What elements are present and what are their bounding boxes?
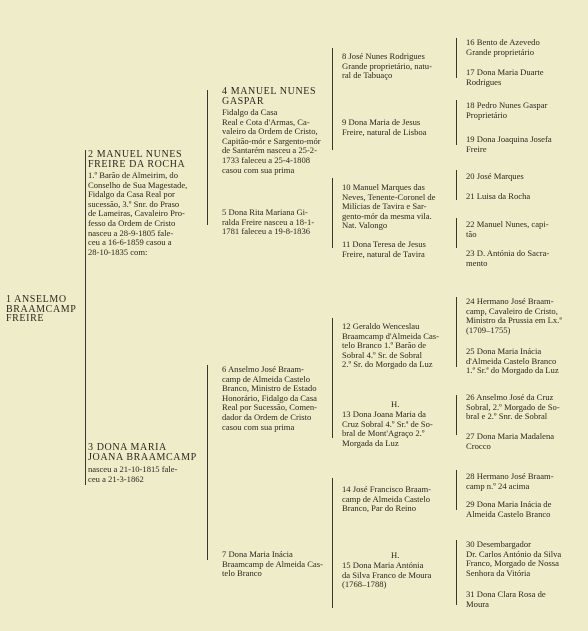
person-17: 17 Dona Maria Duarte Rodrigues bbox=[466, 67, 544, 87]
person-31: 31 Dona Clara Rosa de Moura bbox=[466, 589, 546, 609]
person-13: 13 Dona Joana Maria da Cruz Sobral 4.º Sr.ª de So- bral de Mont'Agraço 2.º Morgada da Luz bbox=[342, 409, 433, 448]
bracket-line bbox=[456, 218, 457, 248]
person-9: 9 Dona Maria de Jesus Freire, natural de Lisboa bbox=[342, 117, 427, 137]
bracket-line bbox=[332, 478, 333, 608]
person-27: 27 Dona Maria Madalena Crocco bbox=[466, 431, 555, 451]
person-22: 22 Manuel Nunes, capi- tão bbox=[466, 219, 549, 239]
bracket-line bbox=[456, 395, 457, 435]
bracket-line bbox=[332, 178, 333, 248]
person-7: 7 Dona Maria Inácia Braamcamp de Almeida Cas- telo Branco bbox=[222, 549, 323, 579]
person-1: 1 ANSELMO BRAAMCAMP FREIRE bbox=[6, 294, 77, 325]
person-6: 6 Anselmo José Braam- camp de Almeida Castelo Branco, Ministro de Estado Honorário, Fidalgo da Casa Real por Sucessão, Comen- dador da Ordem de Cristo casou com sua prima bbox=[222, 364, 317, 432]
person-2-name: 2 MANUEL NUNES FREIRE DA ROCHA bbox=[88, 149, 186, 170]
person-26: 26 Anselmo José da Cruz Sobral, 2.º Morgado de So- bral e 2.º Snr. de Sobral bbox=[466, 392, 560, 422]
person-29: 29 Dona Maria Inácia de Almeida Castelo Branco bbox=[466, 499, 552, 519]
person-14: 14 José Francisco Braam- camp de Almeida Castelo Branco, Par do Reino bbox=[342, 484, 432, 514]
person-28: 28 Hermano José Braam- camp n.º 24 acima bbox=[466, 471, 554, 491]
person-30: 30 Desembargador Dr. Carlos António da Silva Franco, Morgado de Nossa Senhora da Vitória bbox=[466, 539, 562, 578]
person-16: 16 Bento de Azevedo Grande proprietário bbox=[466, 37, 540, 57]
person-15: 15 Dona Maria Antónia da Silva Franco de Moura (1768–1788) bbox=[342, 560, 432, 590]
person-10: 10 Manuel Marques das Neves, Tenente-Coronel de Milícias de Tavira e Sar- gento-mór da mesma vila. Nat. Valongo bbox=[342, 182, 436, 231]
bracket-line bbox=[456, 100, 457, 145]
person-8: 8 José Nunes Rodrigues Grande proprietário, natu- ral de Tabuaço bbox=[342, 51, 432, 81]
bracket-line bbox=[456, 470, 457, 510]
bracket-line bbox=[332, 48, 333, 150]
bracket-line bbox=[456, 170, 457, 200]
bracket-line bbox=[456, 297, 457, 367]
person-3-details: nasceu a 21-10-1815 fale- ceu a 21-3-1862 bbox=[88, 464, 178, 484]
bracket-line bbox=[456, 540, 457, 605]
person-11: 11 Dona Teresa de Jesus Freire, natural de Tavira bbox=[342, 239, 426, 259]
person-21: 21 Luisa da Rocha bbox=[466, 191, 531, 201]
bracket-line bbox=[207, 365, 208, 560]
person-25: 25 Dona Maria Inácia d'Almeida Castelo Branco 1.ª Sr.ª do Morgado da Luz bbox=[466, 346, 559, 376]
person-23: 23 D. Antónia do Sacra- mento bbox=[466, 248, 550, 268]
person-18: 18 Pedro Nunes Gaspar Proprietário bbox=[466, 100, 548, 120]
person-19: 19 Dona Joaquina Josefa Freire bbox=[466, 134, 552, 154]
person-4-details: Fidalgo da Casa Real e Cota d'Armas, Ca- valeiro da Ordem de Cristo, Capitão-mór e Sargento-mór de Santarém nasceu a 25-2- 1733 faleceu a 25-4-1808 casou com sua prima bbox=[222, 107, 321, 175]
bracket-line bbox=[456, 38, 457, 78]
bracket-line bbox=[332, 318, 333, 438]
person-24: 24 Hermano José Braam- camp, Cavaleiro de Cristo, Ministro da Prussia em Lx.ª (1709–1755) bbox=[466, 296, 562, 335]
person-12: 12 Geraldo Wenceslau Braamcamp d'Almeida Cas- telo Branco 1.º Barão de Sobral 4.º Sr. de Sobral 2.º Sr. do Morgado da Luz bbox=[342, 321, 440, 370]
person-4-name: 4 MANUEL NUNES GASPAR bbox=[222, 86, 317, 107]
person-5: 5 Dona Rita Mariana Gi- ralda Freire nasceu a 18-1- 1781 faleceu a 19-8-1836 bbox=[222, 207, 315, 237]
bracket-line bbox=[85, 150, 86, 485]
person-20: 20 José Marques bbox=[466, 171, 524, 181]
person-3-name: 3 DONA MARIA JOANA BRAAMCAMP bbox=[88, 442, 197, 463]
person-2-details: 1.º Barão de Almeirim, do Conselho de Sua Magestade, Fidalgo da Casa Real por sucessão, 3.º Snr. do Praso de Lameiras, Cavaleiro Pro- fesso da Ordem de Cristo nasceu a 28-9-1805 fale- ceu a 16-6-1859 casou a 28-10-1835 com: bbox=[88, 170, 188, 257]
person-15-prefix: H. bbox=[391, 550, 400, 560]
person-13-prefix: H. bbox=[391, 399, 400, 409]
